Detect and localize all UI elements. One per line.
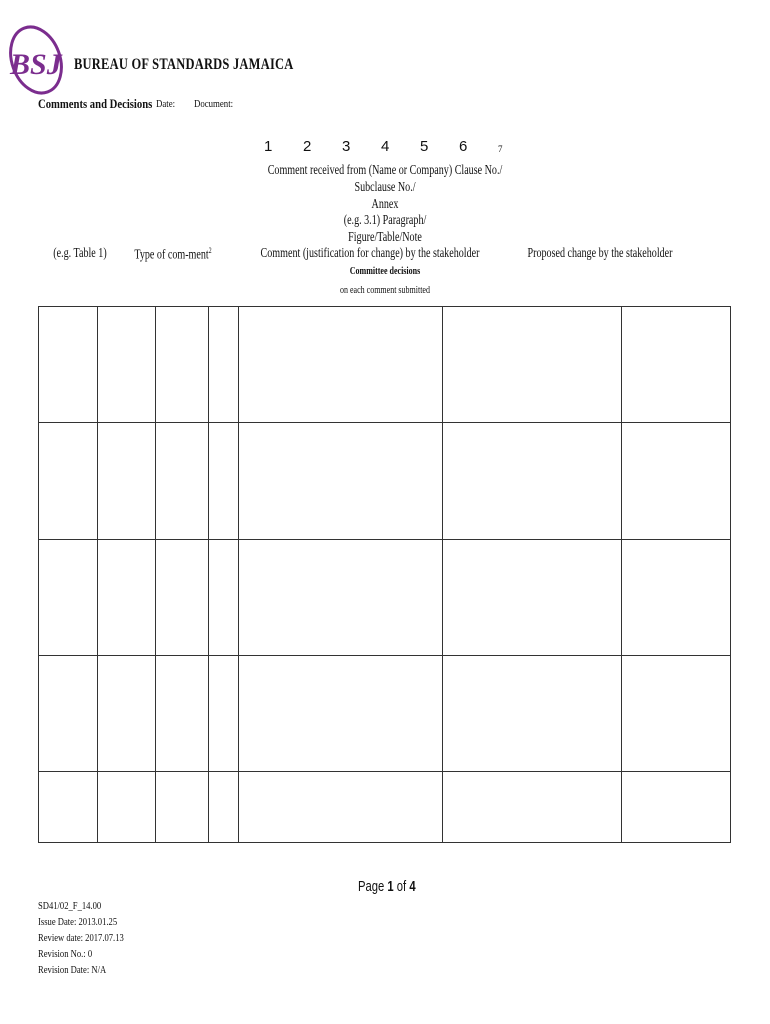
header-committee-sub: on each comment submitted <box>340 285 430 296</box>
column-number-2: 2 <box>303 138 312 155</box>
column-number-4: 4 <box>381 138 390 155</box>
table-column-border <box>155 306 156 843</box>
footer-revision-date: Revision Date: N/A <box>38 964 107 976</box>
table-row-border <box>38 655 731 656</box>
table-column-border <box>208 306 209 843</box>
footer-doc-code: SD41/02_F_14.00 <box>38 900 102 912</box>
header-comment-justification: Comment (justification for change) by the stakeholder <box>260 246 480 261</box>
column-number-6: 6 <box>459 138 468 155</box>
table-column-border <box>621 306 622 843</box>
column-number-1: 1 <box>264 138 273 155</box>
logo-lettering: BSJ <box>10 48 62 81</box>
table-column-border <box>97 306 98 843</box>
table-column-border <box>442 306 443 843</box>
column-number-7: 7 <box>498 144 503 154</box>
table-row-border <box>38 771 731 772</box>
bsj-logo <box>4 8 64 96</box>
header-committee-decisions: Committee decisions <box>349 266 421 277</box>
footer-revision-no: Revision No.: 0 <box>38 948 93 960</box>
table-column-border <box>730 306 731 843</box>
document-label: Document: <box>194 98 234 110</box>
column-number-5: 5 <box>420 138 429 155</box>
table-row-border <box>38 306 731 307</box>
header-comment-received: Comment received from (Name or Company) Clause No./ <box>267 163 503 178</box>
footer-issue-date: Issue Date: 2013.01.25 <box>38 916 118 928</box>
header-subclause: Subclause No./ <box>354 180 416 195</box>
comments-table <box>38 306 731 843</box>
header-annex: Annex <box>371 197 399 212</box>
page-number: Page 1 of 4 <box>358 878 416 895</box>
header-paragraph: (e.g. 3.1) Paragraph/ <box>343 213 427 228</box>
table-column-border <box>38 306 39 843</box>
form-subtitle: Comments and Decisions <box>38 96 153 111</box>
header-figure-table-note: Figure/Table/Note <box>348 230 422 245</box>
header-example-table: (e.g. Table 1) <box>53 246 107 261</box>
table-row-border <box>38 842 731 843</box>
table-row-border <box>38 422 731 423</box>
column-number-3: 3 <box>342 138 351 155</box>
header-type-of-comment: Type of com-ment$^2$ <box>134 246 212 263</box>
footer-review-date: Review date: 2017.07.13 <box>38 932 124 944</box>
table-row-border <box>38 539 731 540</box>
header-proposed-change: Proposed change by the stakeholder <box>527 246 673 261</box>
date-label: Date: <box>156 98 176 110</box>
org-name: BUREAU OF STANDARDS JAMAICA <box>74 56 294 73</box>
table-column-border <box>238 306 239 843</box>
